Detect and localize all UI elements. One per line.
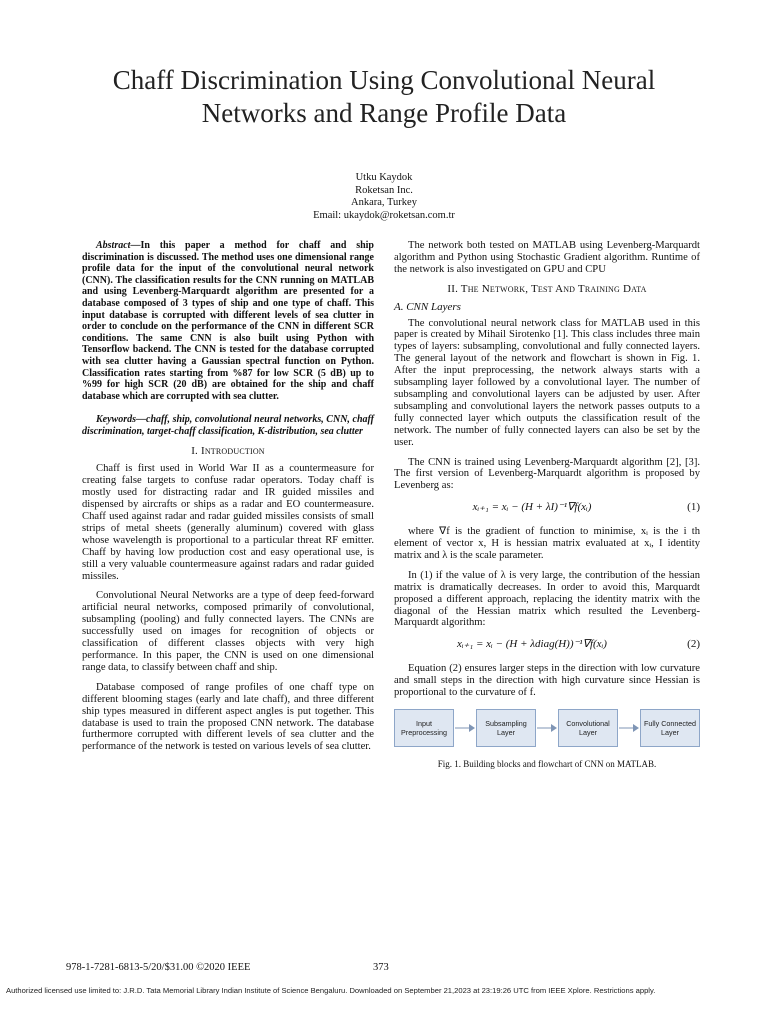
abstract-text: —In this paper a method for chaff and ship discrimination is discussed. The method uses one dimensional range profile data for the input of the convolutional neural network (CNN). The classification results for the CNN running on MATLAB and using Levenberg-Marquardt algorithm are presented for a database composed of 3 types of ship and one type of chaff. This input database is corrupted with different levels of sea clutter in order to conclude on the performance of the CNN in different SCR conditions. The same CNN is also built using Python with Tensorflow backend. The CNN is tested for the database corrupted with sea clutter having a Gaussian spectral function on Python. Classification rates starting from %87 for low SCR (5 dB) up to %99 for high SCR (20 dB) are obtained for the ship and chaff database which are corrupted with sea clutter. [82, 240, 374, 402]
equation-1-number: (1) [687, 501, 700, 514]
cnn-layers-paragraph: The convolutional neural network class for MATLAB used in this paper is created by Mihail Sirotenko [1]. This class includes three main types of layers: subsampling, convolutional and fully connected layers. The general layout of the network and flowchart is shown in Fig. 1. After the input preprocessing, the network always starts with a subsampling layer followed by a convolutional layer. The number of subsampling and convolutional layers can be adjusted by user. After subsampling and convolutional layers the network passes outputs to a fully connected layer which outputs the classification result of the network. The number of fully connected layers can also be set by the user. [394, 317, 700, 448]
flow-box-convolutional-layer: Convolutional Layer [558, 709, 618, 747]
arrow-icon [619, 723, 639, 733]
lm-intro-paragraph: The CNN is trained using Levenberg-Marquardt algorithm [2], [3]. The first version of Levenberg-Marquardt algorithm is proposed by Levenberg as: [394, 456, 700, 492]
figure-caption: Fig. 1. Building blocks and flowchart of CNN on MATLAB. [437, 759, 657, 769]
gradient-definition-paragraph: where ∇f is the gradient of function to minimise, xᵢ is the i th element of vector x, H is hessian matrix evaluated at xᵢ, I identity matrix and λ is the scale parameter. [394, 526, 700, 561]
paper-title: Chaff Discrimination Using Convolutional Neural Networks and Range Profile Data [112, 65, 656, 128]
author-block [234, 172, 534, 222]
intro-paragraph-3: Database composed of range profiles of one chaff type on different blooming stages (early and late chaff), and three different ship types measured in different aspect angles is put together. This database is used to train the proposed CNN network. The database furthermore corrupted with different levels of sea clutter and the performance of the network is tested on various levels of sea clutter. [82, 681, 374, 753]
flow-box-input-preprocessing: Input Preprocessing [394, 709, 454, 747]
marquardt-paragraph: In (1) if the value of λ is very large, the contribution of the hessian matrix is dramatically decreases. In order to avoid this, Marquardt proposed a different approach, replacing the identity matrix with the diagonal of the Hessian matrix which resulted the Levenberg-Marquardt algorithm: [394, 569, 700, 629]
figure-1 [394, 709, 700, 771]
abstract-lead: Abstract [96, 240, 131, 251]
intro-paragraph-2: Convolutional Neural Networks are a type of deep feed-forward artificial neural networks, composed primarily of convolutional, subsampling (pooling) and fully connected layers. The CNNs are successfully used on images for recognition of objects or classification of different classes objects with very high performance. In this paper, the CNN is used on one dimensional range data, to classify between chaff and ship. [82, 590, 374, 673]
curvature-paragraph: Equation (2) ensures larger steps in the direction with low curvature and small steps in the direction with high curvature since Hessian is proportional to the curvature of f. [394, 663, 700, 699]
author-location: Ankara, Turkey [351, 197, 417, 208]
page-number: 373 [373, 962, 389, 973]
intro-paragraph-1: Chaff is first used in World War II as a countermeasure for creating false targets to confuse radar operators. Today chaff is mostly used for distracting radar and IR guided missiles and dispensed by aircrafts or ships as a radar and EO countermeasure. Chaff used against radar and radar guided missiles consists of small strips of metal sheets (generally aluminum) covered with glass whose wavelength is proportional to a particular threat RF emitter. Chaff by having low production cost and easy operational use, is still a very valuable countermeasure against radars and radar guided missiles. [82, 463, 374, 582]
equation-2-row [394, 639, 700, 651]
section-heading-network: II. The Network, Test And Training Data [447, 282, 647, 295]
license-notice: Authorized licensed use limited to: J.R.D. Tata Memorial Library Indian Institute of Science Bengaluru. Downloaded on September 21,2023 at 23:19:26 UTC from IEEE Xplore. Restrictions apply. [6, 986, 656, 995]
keywords: Keywords—chaff, ship, convolutional neural networks, CNN, chaff discrimination, target-chaff classification, K-distribution, sea clutter [82, 414, 374, 437]
flow-box-fully-connected-layer: Fully Connected Layer [640, 709, 700, 747]
author-email: Email: ukaydok@roketsan.com.tr [313, 209, 455, 221]
footer-isbn: 978-1-7281-6813-5/20/$31.00 ©2020 IEEE [66, 962, 251, 973]
left-column [82, 240, 374, 761]
section-heading-introduction: I. Introduction [191, 444, 265, 457]
abstract [82, 240, 374, 402]
subsection-heading-cnn-layers: A. CNN Layers [394, 300, 461, 313]
flowchart [394, 709, 700, 747]
author-affiliation: Roketsan Inc. [355, 184, 413, 196]
flow-box-subsampling-layer: Subsampling Layer [476, 709, 536, 747]
equation-2-number: (2) [687, 638, 700, 651]
arrow-icon [455, 723, 475, 733]
arrow-icon [537, 723, 557, 733]
right-column [394, 240, 700, 771]
author-name: Utku Kaydok [355, 172, 413, 183]
equation-2: xᵢ₊₁ = xᵢ − (H + λdiag(H))⁻¹∇f(xᵢ) [457, 638, 607, 651]
equation-1-row [394, 502, 700, 514]
equation-1: xᵢ₊₁ = xᵢ − (H + λI)⁻¹∇f(xᵢ) [472, 501, 592, 514]
network-test-paragraph: The network both tested on MATLAB using Levenberg-Marquardt algorithm and Python using Stochastic Gradient algorithm. Runtime of the network is also investigated on GPU and CPU [394, 240, 700, 275]
